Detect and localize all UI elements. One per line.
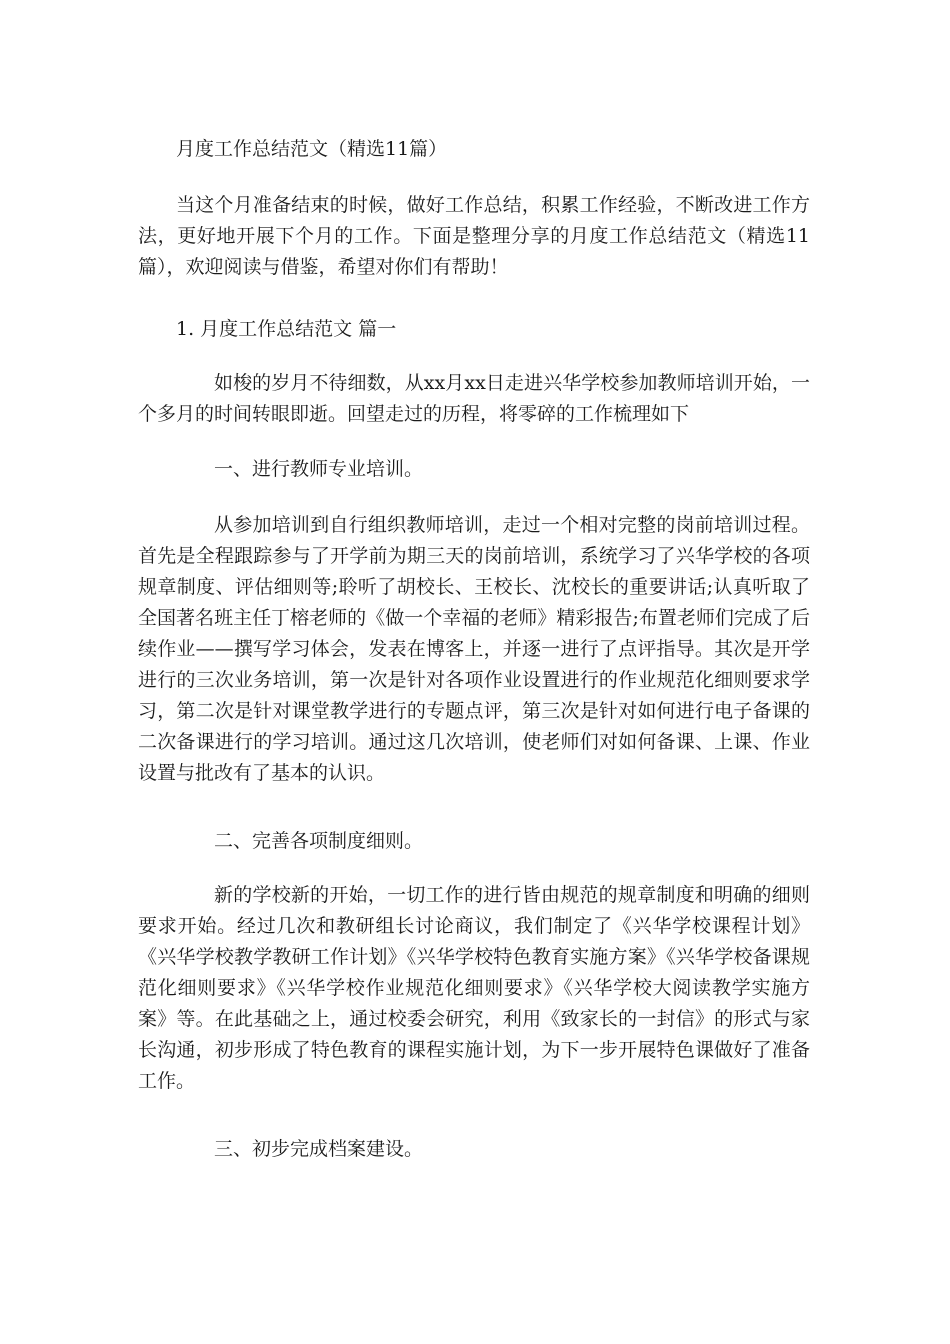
- section-1-body: 从参加培训到自行组织教师培训，走过一个相对完整的岗前培训过程。首先是全程跟踪参与了开学前为期三天的岗前培训，系统学习了兴华学校的各项规章制度、评估细则等;聆听了胡校长、王校长、沈校长的重要讲话;认真听取了全国著名班主任丁榕老师的《做一个幸福的老师》精彩报告;布置老师们完成了后续作业——撰写学习体会，发表在博客上，并逐一进行了点评指导。其次是开学进行的三次业务培训，第一次是针对各项作业设置进行的作业规范化细则要求学习，第二次是针对课堂教学进行的专题点评，第三次是针对如何进行电子备课的二次备课进行的学习培训。通过这几次培训，使老师们对如何备课、上课、作业设置与批改有了基本的认识。: [138, 514, 810, 784]
- section-3-title: 三、初步完成档案建设。: [214, 1138, 424, 1160]
- intro-paragraph: 当这个月准备结束的时候，做好工作总结，积累工作经验，不断改进工作方法，更好地开展下个月的工作。下面是整理分享的月度工作总结范文（精选11篇），欢迎阅读与借鉴，希望对你们有帮助！: [138, 194, 810, 278]
- article-heading: 1. 月度工作总结范文 篇一: [176, 318, 397, 340]
- section-1-title: 一、进行教师专业培训。: [214, 458, 424, 480]
- section-2-body: 新的学校新的开始，一切工作的进行皆由规范的规章制度和明确的细则要求开始。经过几次和教研组长讨论商议，我们制定了《兴华学校课程计划》《兴华学校教学教研工作计划》《兴华学校特色教育实施方案》《兴华学校备课规范化细则要求》《兴华学校作业规范化细则要求》《兴华学校大阅读教学实施方案》等。在此基础之上，通过校委会研究，利用《致家长的一封信》的形式与家长沟通，初步形成了特色教育的课程实施计划，为下一步开展特色课做好了准备工作。: [138, 884, 810, 1092]
- section-2-title: 二、完善各项制度细则。: [214, 830, 424, 852]
- document-title: 月度工作总结范文（精选11篇）: [176, 138, 448, 160]
- opening-paragraph: 如梭的岁月不待细数，从xx月xx日走进兴华学校参加教师培训开始，一个多月的时间转眼即逝。回望走过的历程，将零碎的工作梳理如下: [138, 372, 810, 425]
